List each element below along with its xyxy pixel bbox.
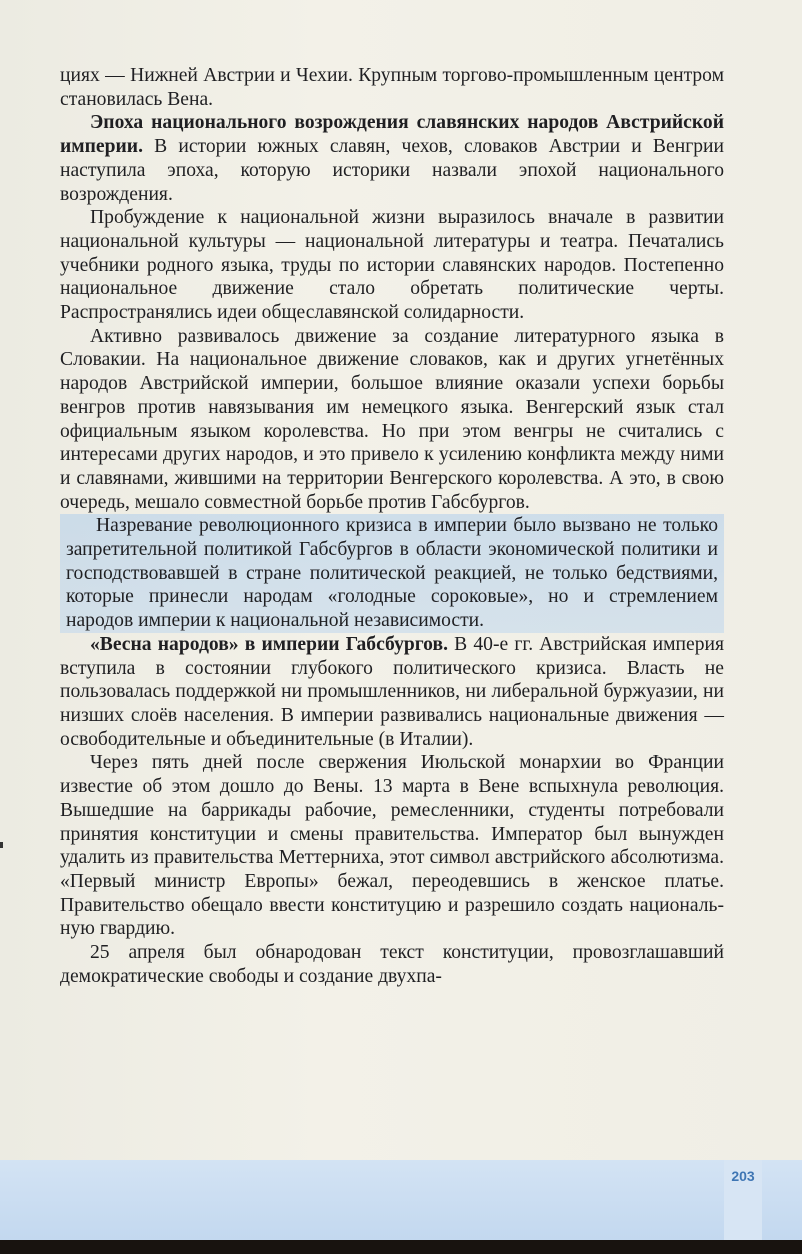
paragraph-continuation: циях — Нижней Австрии и Чехии. Крупным торгово-промышленным центром становилась Вена.	[60, 65, 724, 110]
margin-mark	[0, 842, 3, 848]
text-column	[60, 64, 724, 988]
paragraph-highlighted-crisis: Назревание революционного кризиса в империи было вызвано не только запретительной политикой Габсбургов в области экономической политики и господствовавшей в стране политической реакцией, не только бедствиями, которые принесли народам «голодные сороковые», но и стремлением народов империи к национальной независимости.	[60, 514, 724, 633]
paragraph-constitution: 25 апреля был обнародован текст конституции, провозглашавший демократические свободы и создание двухпа-	[60, 942, 724, 987]
footer-band	[0, 1160, 802, 1240]
section-heading-slavic-revival: Эпоха национального возрождения славянских народов Австрийской империи.	[60, 112, 724, 158]
paragraph-slovak-movement: Активно развивалось движение за создание литературного языка в Словакии. На национальное движение словаков, как и других угнетённых народов Австрийской империи, большое влияние оказали успехи борьбы венгров против навязывания им немецкого языка. Венгерский язык стал официальным языком королевства. Но при этом венгры не считались с интересами других народов, и это привело к усилению конфликта между ними и славянами, жившими на территории Венгерского королевства. А это, в свою очередь, мешало совместной борьбе против Габсбургов.	[60, 325, 724, 513]
paragraph-vienna-revolution: Через пять дней после свержения Июльской монархии во Франции известие об этом дошло до Вены. 13 марта в Вене вспыхнула революция. Вышедшие на баррикады рабочие, ремесленники, студенты потребовали принятия конституции и смены правительства. Император был вынужден удалить из правительства Меттерниха, этот символ австрийского абсолютизма. «Первый министр Европы» бежал, переодевшись в женское платье. Правительство обещало ввести конституцию и разрешило создать национальную гвардию.	[60, 752, 724, 940]
paragraph-national-awakening: Пробуждение к национальной жизни выразилось вначале в развитии национальной культуры — национальной литературы и театра. Печатались учебники родного языка, труды по истории славянских народов. Постепенно национальное движение стало обретать политические черты. Распространялись идеи общеславянской солидарности.	[60, 207, 724, 324]
page-number: 203	[731, 1168, 755, 1184]
paragraph-slavic-revival: Эпоха национального возрождения славянских народов Австрийской империи. В истории южных славян, чехов, словаков Австрии и Венгрии наступила эпоха, которую историки назвали эпохой национального возрождения.	[60, 112, 724, 205]
paragraph-spring-of-nations: «Весна народов» в империи Габсбургов. В 40-е гг. Австрийская империя вступила в состоянии глубокого политического кризиса. Власть не пользовалась поддержкой ни промышленников, ни либеральной буржуазии, ни низших слоёв населения. В империи развивались национальные движения — освободительные и объединительные (в Италии).	[60, 633, 724, 750]
scan-bottom-edge	[0, 1240, 802, 1254]
section-heading-spring-of-nations: «Весна народов» в империи Габсбургов.	[90, 633, 448, 655]
